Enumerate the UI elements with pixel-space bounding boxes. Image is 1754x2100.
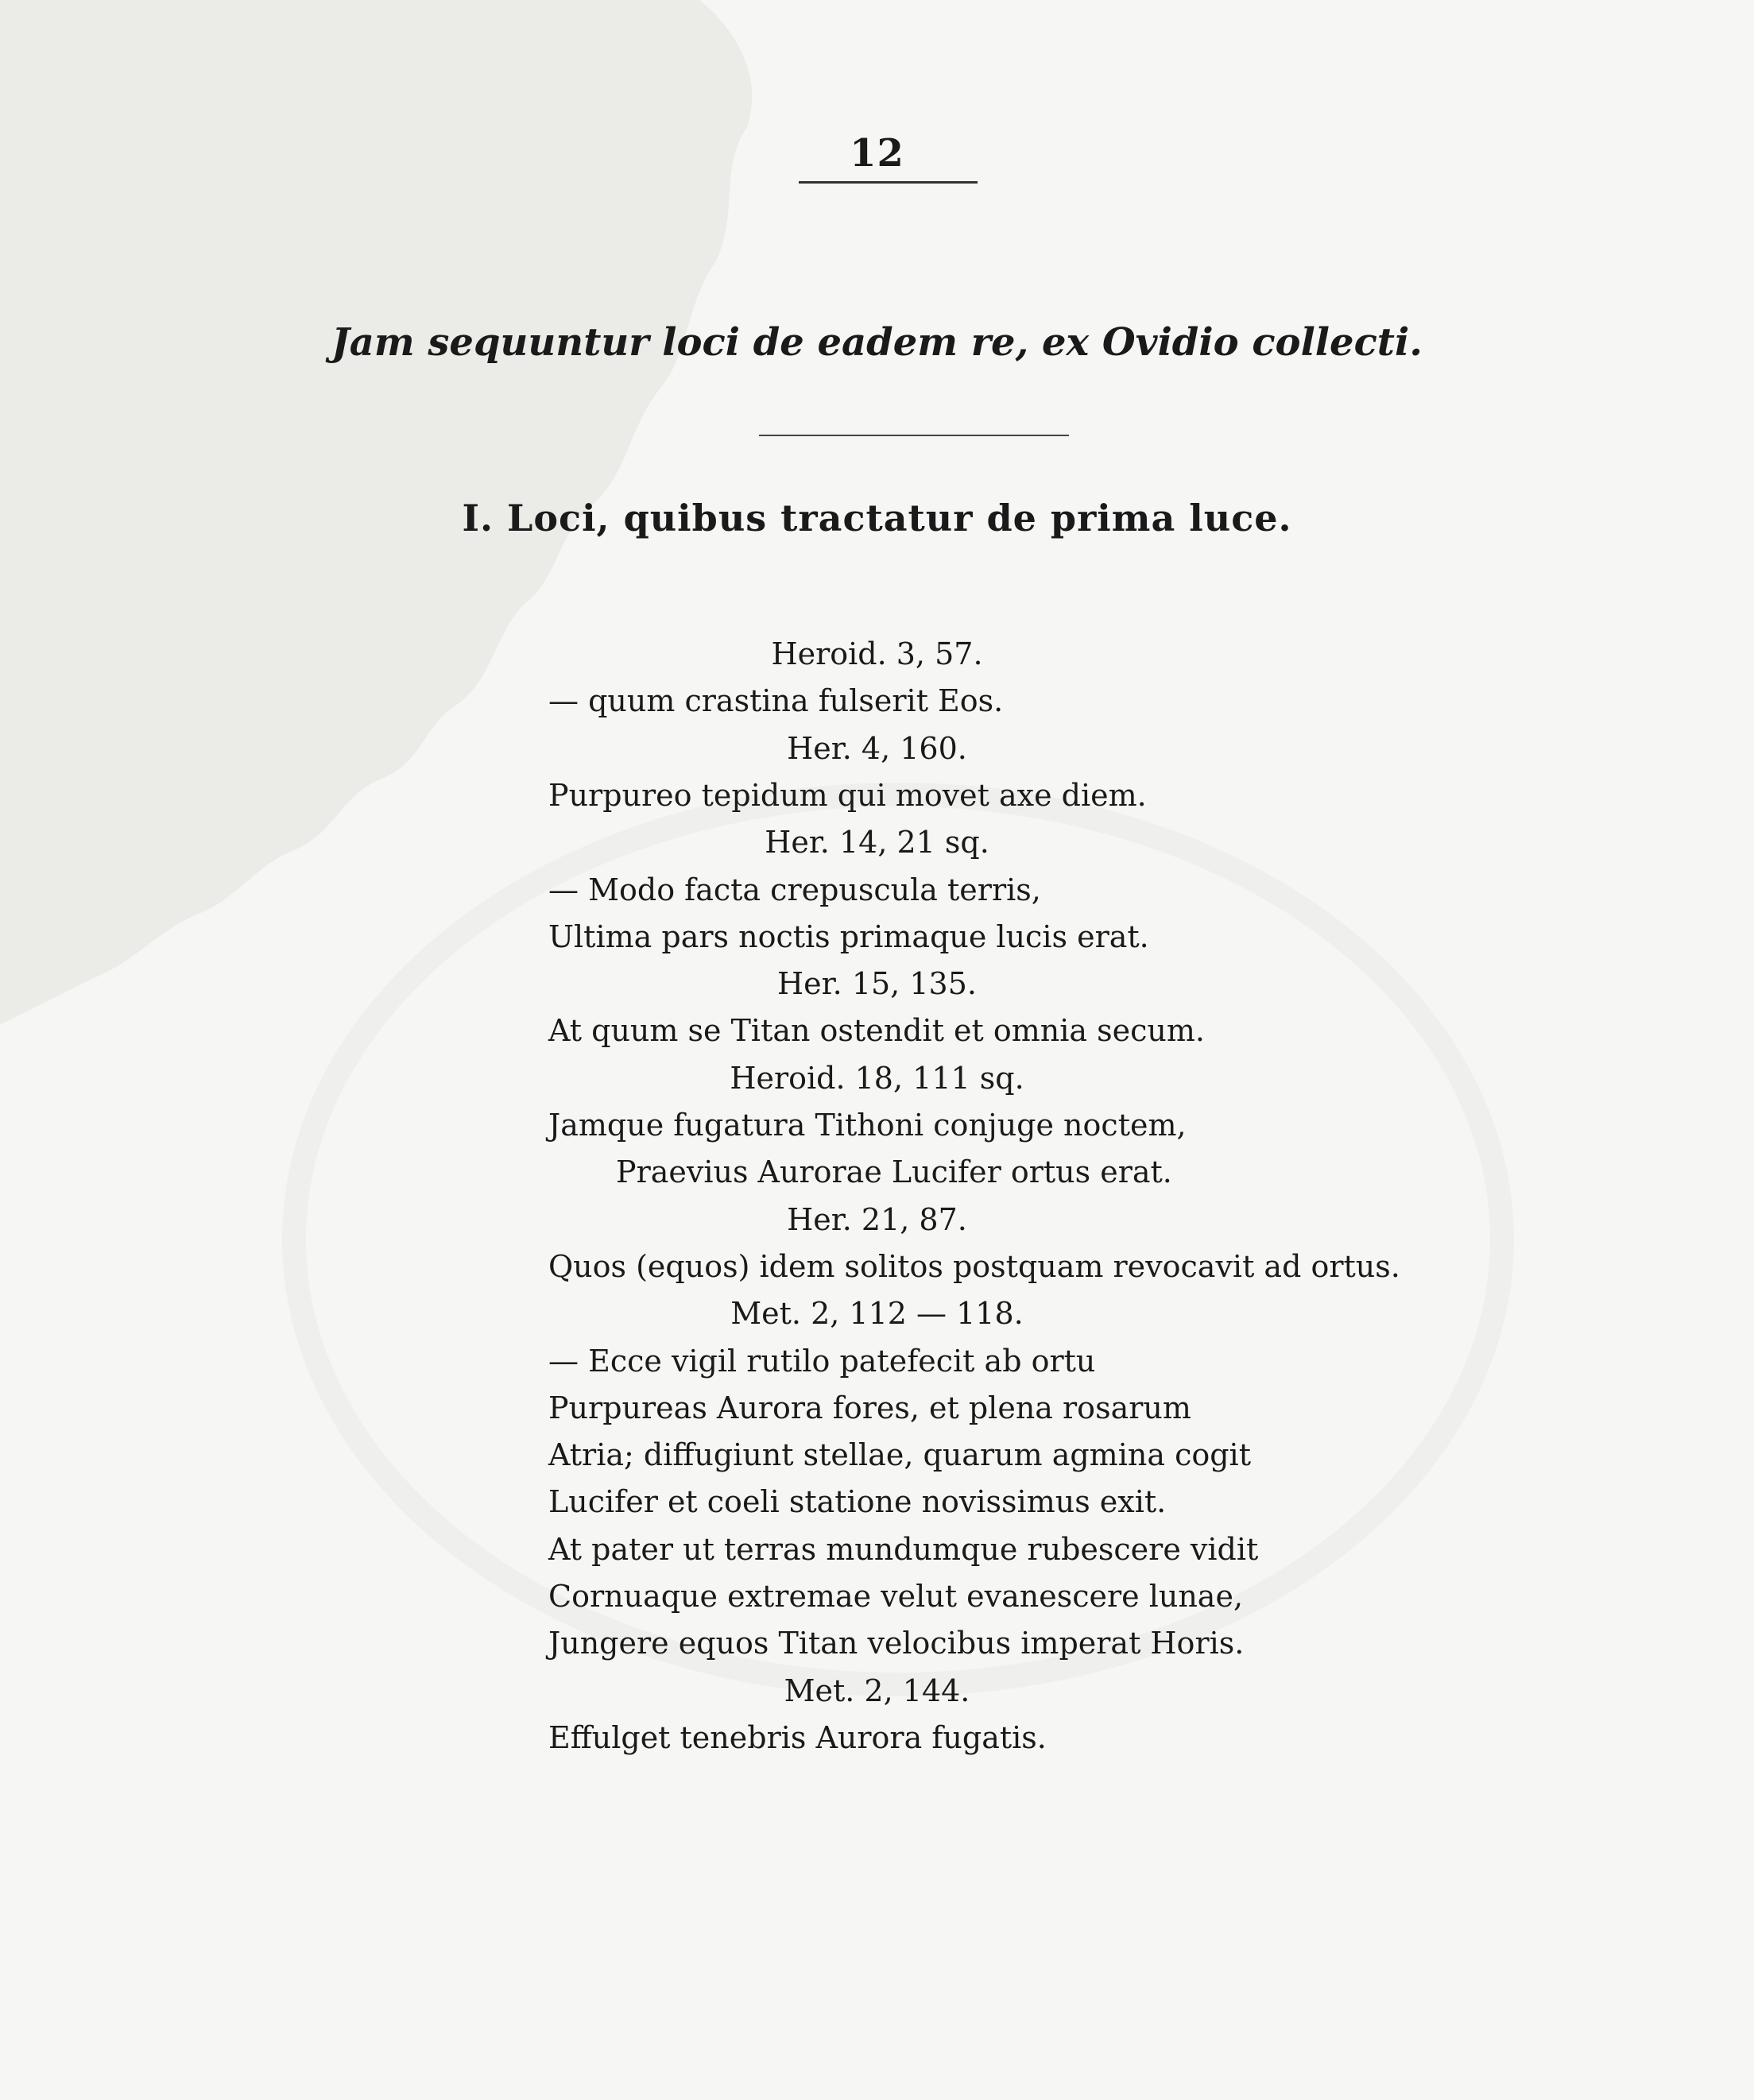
verse-line: — Ecce vigil rutilo patefecit ab ortu: [548, 1344, 1096, 1379]
verse-line: At quum se Titan ostendit et omnia secum.: [548, 1013, 1205, 1048]
verse-line: Cornuaque extremae velut evanescere lunae,: [548, 1579, 1244, 1614]
verse-line: Atria; diffugiunt stellae, quarum agmina cogit: [548, 1437, 1251, 1472]
verse-line: At pater ut terras mundumque rubescere vidit: [548, 1532, 1259, 1567]
header-rule: [799, 181, 978, 184]
citation-reference: Her. 4, 160.: [787, 731, 967, 766]
verse-line: Jamque fugatura Tithoni conjuge noctem,: [548, 1108, 1187, 1143]
citation-reference: Her. 15, 135.: [777, 966, 977, 1001]
verse-line: Quos (equos) idem solitos postquam revocavit ad ortus.: [548, 1249, 1400, 1284]
subsection-heading: I. Loci, quibus tractatur de prima luce.: [462, 497, 1292, 540]
citation-reference: Met. 2, 112 — 118.: [730, 1296, 1024, 1331]
section-rule: [759, 435, 1069, 436]
verse-line: — quum crastina fulserit Eos.: [548, 683, 1004, 718]
citation-reference: Her. 21, 87.: [787, 1202, 967, 1237]
verse-line: Purpureo tepidum qui movet axe diem.: [548, 778, 1147, 813]
citation-reference: Heroid. 18, 111 sq.: [730, 1061, 1024, 1096]
verse-line: Jungere equos Titan velocibus imperat Horis.: [548, 1626, 1245, 1661]
citation-reference: Met. 2, 144.: [784, 1673, 970, 1708]
verse-line: Effulget tenebris Aurora fugatis.: [548, 1720, 1047, 1755]
citation-reference: Her. 14, 21 sq.: [765, 825, 989, 860]
verse-line: Purpureas Aurora fores, et plena rosarum: [548, 1390, 1191, 1425]
section-heading: Jam sequuntur loci de eadem re, ex Ovidio collecti.: [331, 320, 1423, 365]
verse-line: — Modo facta crepuscula terris,: [548, 872, 1041, 907]
verse-line: Praevius Aurorae Lucifer ortus erat.: [616, 1154, 1172, 1189]
citation-reference: Heroid. 3, 57.: [771, 636, 983, 671]
verse-line: Lucifer et coeli statione novissimus exit.: [548, 1484, 1167, 1519]
verse-line: Ultima pars noctis primaque lucis erat.: [548, 919, 1149, 954]
page-number: 12: [850, 131, 904, 176]
